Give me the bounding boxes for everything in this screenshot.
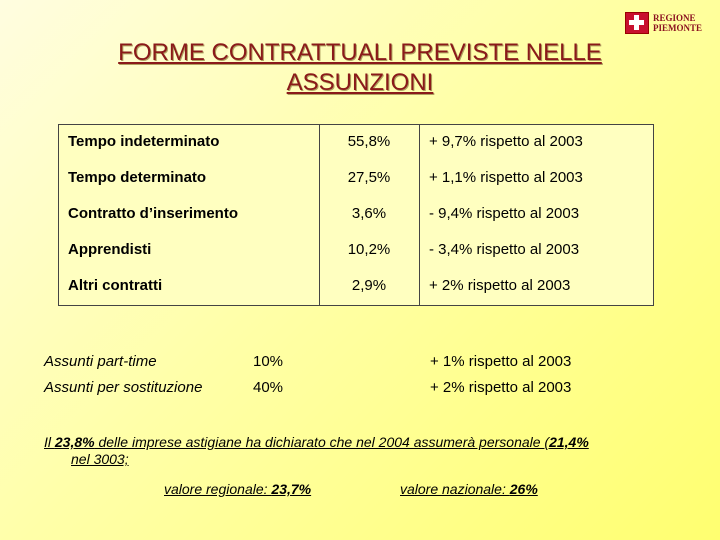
contract-share: 3,6% — [351, 205, 387, 222]
table-row — [59, 269, 653, 305]
regional-value: valore regionale: 23,7% — [164, 481, 312, 497]
contract-change: + 9,7% rispetto al 2003 — [429, 133, 583, 150]
extra-change: + 1% rispetto al 2003 — [430, 353, 572, 370]
extra-row — [44, 379, 684, 401]
contract-change: - 3,4% rispetto al 2003 — [429, 241, 580, 258]
cross-flag-icon — [625, 12, 649, 34]
contract-type: Tempo determinato — [68, 169, 207, 186]
extra-row — [44, 353, 684, 375]
contract-type: Tempo indeterminato — [68, 133, 220, 150]
contract-share: 10,2% — [347, 241, 391, 258]
footer-line-2: nel 3003; — [71, 451, 129, 467]
extra-label: Assunti part-time — [44, 353, 157, 370]
contract-change: + 1,1% rispetto al 2003 — [429, 169, 583, 186]
contract-share: 27,5% — [347, 169, 391, 186]
table-row — [59, 161, 653, 197]
table-row — [59, 125, 653, 161]
contract-share: 55,8% — [347, 133, 391, 150]
regione-piemonte-logo — [625, 12, 702, 34]
page-title — [40, 38, 680, 98]
footer-pct: 23,8% — [54, 434, 95, 450]
footer-note — [44, 434, 674, 501]
contract-type: Apprendisti — [68, 241, 152, 258]
national-value: valore nazionale: 26% — [400, 481, 538, 497]
logo-line-1: REGIONE — [652, 13, 696, 23]
contract-change: - 9,4% rispetto al 2003 — [429, 205, 580, 222]
contract-type: Contratto d’inserimento — [68, 205, 239, 222]
extra-label: Assunti per sostituzione — [44, 379, 203, 396]
contracts-table — [58, 124, 654, 306]
table-row — [59, 233, 653, 269]
extra-value: 10% — [253, 353, 284, 370]
logo-line-2: PIEMONTE — [652, 23, 702, 33]
footer-mid: delle imprese astigiane ha dichiarato che nel 2004 assumerà personale ( — [94, 434, 550, 450]
footer-pre: Il — [44, 434, 55, 450]
contract-change: + 2% rispetto al 2003 — [429, 277, 571, 294]
footer-prev-pct: 21,4% — [549, 434, 589, 450]
table-row — [59, 197, 653, 233]
extra-value: 40% — [253, 379, 284, 396]
extra-change: + 2% rispetto al 2003 — [430, 379, 572, 396]
title-line-1: FORME CONTRATTUALI PREVISTE NELLE — [118, 39, 602, 66]
contract-share: 2,9% — [351, 277, 387, 294]
title-line-2: ASSUNZIONI — [286, 69, 434, 96]
contract-type: Altri contratti — [68, 277, 163, 294]
